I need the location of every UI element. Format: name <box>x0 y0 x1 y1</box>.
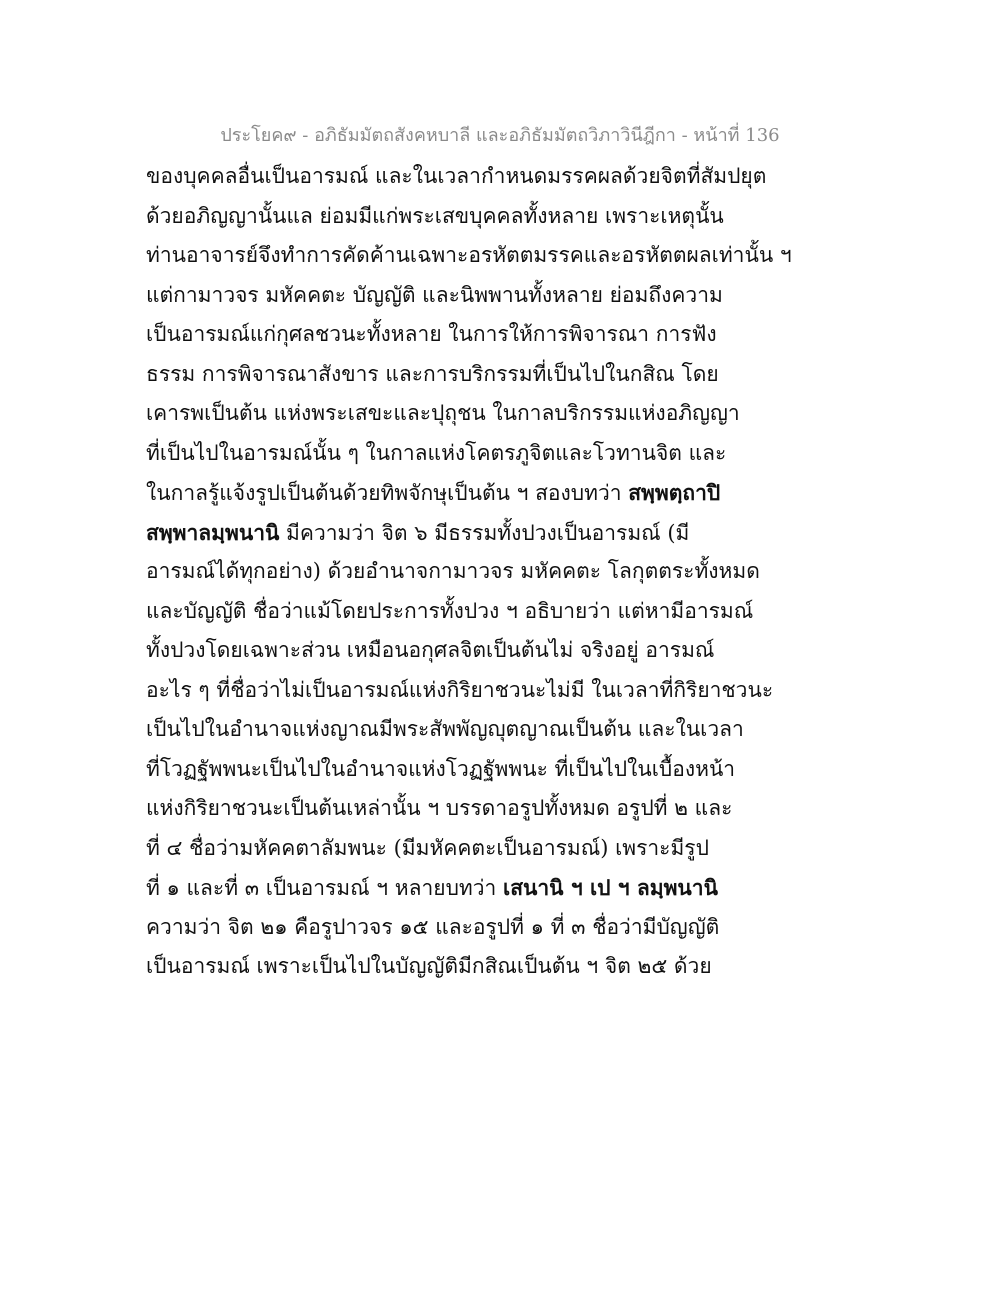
line-text: และบัญญัติ ชื่อว่าแม้โดยประการทั้งปวง ฯ อธิบายว่า แต่หามีอารมณ์ <box>146 598 754 623</box>
line-text: อารมณ์ได้ทุกอย่าง) ด้วยอำนาจกามาวจร มหัคคตะ โลกุตตระทั้งหมด <box>146 559 760 583</box>
pali-term-bold: สพฺพตฺถาปิ <box>628 480 721 505</box>
text-line <box>146 355 866 395</box>
text-line <box>146 710 866 750</box>
line-text: แต่กามาวจร มหัคคตะ บัญญัติ และนิพพานทั้งหลาย ย่อมถึงความ <box>146 282 723 307</box>
pali-term-bold: เสนานิ ฯ เป ฯ ลมฺพนานิ <box>503 875 718 900</box>
line-text: ธรรม การพิจารณาสังขาร และการบริกรรมที่เป็นไปในกสิณ โดย <box>146 361 719 386</box>
line-text: เคารพเป็นต้น แห่งพระเสขะและปุถุชน ในกาลบริกรรมแห่งอภิญญา <box>146 401 740 425</box>
line-text: เป็นไปในอำนาจแห่งญาณมีพระสัพพัญญุตญาณเป็นต้น และในเวลา <box>146 717 744 741</box>
text-line <box>146 750 866 790</box>
text-line <box>146 908 866 948</box>
text-line <box>146 671 866 711</box>
body-text <box>146 157 866 987</box>
line-text: ที่โวฏฐัพพนะเป็นไปในอำนาจแห่งโวฏฐัพพนะ ที่เป็นไปในเบื้องหน้า <box>146 756 736 781</box>
text-line <box>146 592 866 632</box>
line-text: ท่านอาจารย์จึงทำการคัดค้านเฉพาะอรหัตตมรรคและอรหัตตผลเท่านั้น ฯ <box>146 243 792 267</box>
line-text: ที่ ๔ ชื่อว่ามหัคคตาลัมพนะ (มีมหัคคตะเป็นอารมณ์) เพราะมีรูป <box>146 835 709 860</box>
text-line <box>146 868 866 908</box>
line-text: ด้วยอภิญญานั้นแล ย่อมมีแก่พระเสขบุคคลทั้งหลาย เพราะเหตุนั้น <box>146 203 724 228</box>
line-text: แห่งกิริยาชวนะเป็นต้นเหล่านั้น ฯ บรรดาอรูปทั้งหมด อรูปที่ ๒ และ <box>146 796 733 820</box>
text-line <box>146 394 866 434</box>
text-line <box>146 631 866 671</box>
text-line <box>146 276 866 316</box>
line-text: ที่ ๑ และที่ ๓ เป็นอารมณ์ ฯ หลายบทว่า <box>146 876 497 900</box>
line-text: มีความว่า จิต ๖ มีธรรมทั้งปวงเป็นอารมณ์ (มี <box>286 520 690 545</box>
line-text: เป็นอารมณ์แก่กุศลชวนะทั้งหลาย ในการให้การพิจารณา การฟัง <box>146 322 717 346</box>
text-line <box>146 197 866 237</box>
running-header-text: ประโยค๙ - อภิธัมมัตถสังคหบาลี และอภิธัมมัตถวิภาวินีฎีกา - หน้าที่ 136 <box>220 125 780 146</box>
text-line <box>146 315 866 355</box>
text-line <box>146 789 866 829</box>
text-line <box>146 829 866 869</box>
text-line <box>146 513 866 553</box>
line-text: ความว่า จิต ๒๑ คือรูปาวจร ๑๕ และอรูปที่ ๑ ที่ ๓ ชื่อว่ามีบัญญัติ <box>146 914 720 939</box>
pali-term-bold: สพฺพาลมฺพนานิ <box>146 519 280 545</box>
running-header <box>0 120 1000 149</box>
text-line <box>146 157 866 197</box>
line-text: ของบุคคลอื่นเป็นอารมณ์ และในเวลากำหนดมรรคผลด้วยจิตที่สัมปยุต <box>146 164 767 188</box>
line-text: อะไร ๆ ที่ชื่อว่าไม่เป็นอารมณ์แห่งกิริยาชวนะไม่มี ในเวลาที่กิริยาชวนะ <box>146 677 774 702</box>
line-text: ในกาลรู้แจ้งรูปเป็นต้นด้วยทิพจักษุเป็นต้น ฯ สองบทว่า <box>146 481 622 505</box>
text-line <box>146 236 866 276</box>
text-line <box>146 947 866 987</box>
text-line <box>146 434 866 474</box>
line-text: ทั้งปวงโดยเฉพาะส่วน เหมือนอกุศลจิตเป็นต้นไม่ จริงอยู่ อารมณ์ <box>146 638 715 662</box>
text-line <box>146 552 866 592</box>
line-text: ที่เป็นไปในอารมณ์นั้น ๆ ในกาลแห่งโคตรภูจิตและโวทานจิต และ <box>146 440 727 465</box>
text-line <box>146 473 866 513</box>
line-text: เป็นอารมณ์ เพราะเป็นไปในบัญญัติมีกสิณเป็นต้น ฯ จิต ๒๕ ด้วย <box>146 954 712 978</box>
